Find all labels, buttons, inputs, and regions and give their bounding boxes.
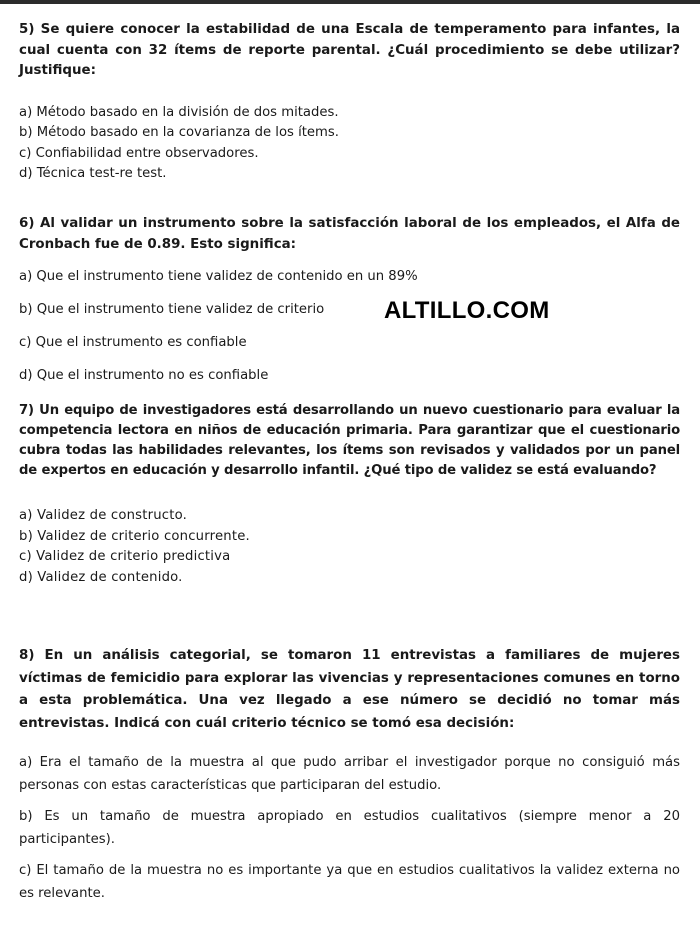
question-7-option-d: d) Validez de contenido. — [19, 569, 183, 585]
question-7-option-b: b) Validez de criterio concurrente. — [19, 528, 250, 544]
question-7-prompt: 7) Un equipo de investigadores está desarrollando un nuevo cuestionario para evaluar la competencia lectora en niños de educación primaria. Para garantizar que el cuestionario cubra todas las habilidades relevantes, los ítems son revisados y validados por un panel de expertos en educación y desarrollo infantil. ¿Qué tipo de validez se está evaluando? — [19, 403, 680, 478]
top-border — [0, 0, 700, 4]
question-6-option-c: c) Que el instrumento es confiable — [19, 335, 247, 350]
question-7 — [0, 401, 700, 588]
question-8-option-a: a) Era el tamaño de la muestra al que pudo arribar el investigador porque no consiguió más personas con estas características que participaran del estudio. — [19, 755, 680, 793]
question-6-options — [0, 266, 700, 386]
question-5-option-a: a) Método basado en la división de dos mitades. — [19, 104, 339, 120]
question-7-options — [0, 506, 700, 588]
question-5-prompt: 5) Se quiere conocer la estabilidad de una Escala de temperamento para infantes, la cual cuenta con 32 ítems de reporte parental. ¿Cuál procedimiento se debe utilizar? Justifique: — [19, 22, 680, 78]
question-6-option-d: d) Que el instrumento no es confiable — [19, 368, 269, 383]
question-5-option-d: d) Técnica test-re test. — [19, 166, 167, 181]
question-7-option-c: c) Validez de criterio predictiva — [19, 549, 231, 564]
question-6-option-b: b) Que el instrumento tiene validez de criterio — [19, 302, 325, 317]
question-5-option-b: b) Método basado en la covarianza de los ítems. — [19, 125, 339, 140]
question-5-options — [0, 103, 700, 185]
question-8-prompt: 8) En un análisis categorial, se tomaron 11 entrevistas a familiares de mujeres víctimas de femicidio para explorar las vivencias y representaciones comunes en torno a esta problemática. Una vez llegado a ese número se decidió no tomar más entrevistas. Indicá con cuál criterio técnico se tomó esa decisión: — [19, 648, 680, 731]
question-8-options — [0, 751, 700, 905]
question-5 — [0, 20, 700, 185]
question-6 — [0, 214, 700, 398]
question-8-option-b: b) Es un tamaño de muestra apropiado en estudios cualitativos (siempre menor a 20 participantes). — [19, 809, 680, 847]
question-6-option-a: a) Que el instrumento tiene validez de contenido en un 89% — [19, 269, 418, 284]
question-8 — [0, 645, 700, 913]
question-8-option-c: c) El tamaño de la muestra no es importante ya que en estudios cualitativos la validez externa no es relevante. — [19, 863, 680, 901]
question-6-prompt: 6) Al validar un instrumento sobre la satisfacción laboral de los empleados, el Alfa de Cronbach fue de 0.89. Esto significa: — [19, 216, 680, 252]
question-5-option-c: c) Confiabilidad entre observadores. — [19, 145, 259, 161]
watermark: ALTILLO.COM — [384, 297, 550, 324]
question-7-option-a: a) Validez de constructo. — [19, 508, 188, 523]
